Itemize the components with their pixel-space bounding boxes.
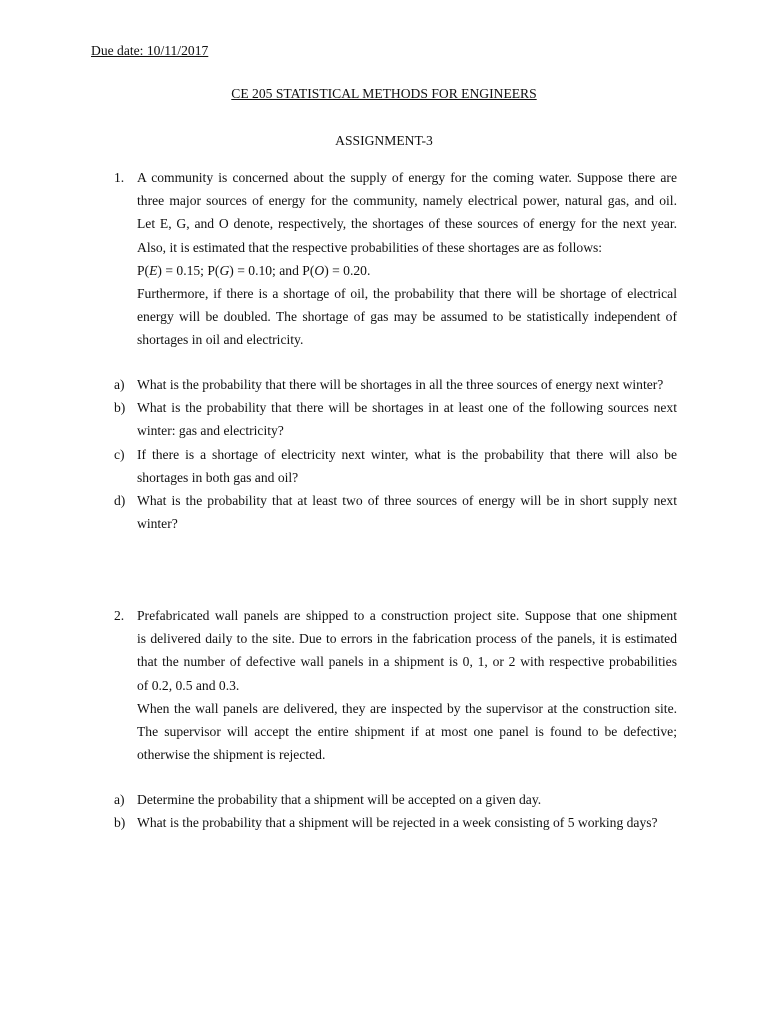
question-line: is delivered daily to the site. Due to errors in the fabrication process of the panels, it is estimated — [137, 631, 677, 647]
question-line: The supervisor will accept the entire shipment if at most one panel is found to be defective; — [137, 724, 677, 740]
sub-question — [114, 443, 677, 489]
due-date: Due date: 10/11/2017 — [91, 43, 209, 58]
sub-question — [114, 373, 677, 396]
question-line: A community is concerned about the supply of energy for the coming water. Suppose there are — [137, 170, 677, 185]
sub-question-label: a) — [114, 792, 125, 807]
probability-line: P(E) = 0.15; P(G) = 0.10; and P(O) = 0.20. — [137, 262, 371, 278]
sub-question — [114, 396, 677, 442]
sub-question-line: If there is a shortage of electricity next winter, what is the probability that there will also be — [137, 446, 677, 462]
sub-question-line: Determine the probability that a shipment will be accepted on a given day. — [137, 792, 542, 807]
question-2-parts — [114, 788, 677, 834]
question-number: 1. — [114, 170, 125, 185]
course-title: CE 205 STATISTICAL METHODS FOR ENGINEERS — [231, 86, 537, 101]
question-line: that the number of defective wall panels in a shipment is 0, 1, or 2 with respective probabilities — [137, 654, 677, 670]
question-line: otherwise the shipment is rejected. — [137, 747, 326, 763]
sub-question-label: d) — [114, 493, 126, 509]
sub-question-line: winter? — [137, 516, 178, 532]
question-1 — [114, 166, 677, 352]
assignment-title: ASSIGNMENT-3 — [335, 133, 433, 148]
sub-question-label: b) — [114, 815, 126, 831]
sub-question — [114, 489, 677, 535]
question-line: When the wall panels are delivered, they are inspected by the supervisor at the construction site. — [137, 700, 677, 716]
question-body — [137, 604, 677, 766]
sub-question — [114, 811, 677, 834]
question-line: of 0.2, 0.5 and 0.3. — [137, 677, 240, 693]
sub-question-line: What is the probability that there will be shortages in all the three sources of energy next winter? — [137, 377, 664, 392]
question-line: Furthermore, if there is a shortage of oil, the probability that there will be shortage of electrical — [137, 286, 677, 302]
question-1-parts — [114, 373, 677, 535]
question-line: energy will be doubled. The shortage of gas may be assumed to be statistically independent of — [137, 309, 677, 325]
question-line: shortages in oil and electricity. — [137, 332, 304, 348]
sub-question-line: What is the probability that a shipment will be rejected in a week consisting of 5 working days? — [137, 815, 658, 831]
sub-question-label: c) — [114, 446, 125, 462]
question-line: three major sources of energy for the community, namely electrical power, natural gas, and oil. — [137, 193, 677, 209]
question-number: 2. — [114, 608, 125, 623]
question-line: Also, it is estimated that the respective probabilities of these shortages are as follows: — [137, 239, 603, 255]
sub-question-line: winter: gas and electricity? — [137, 423, 284, 439]
question-body — [137, 166, 677, 352]
question-line: Let E, G, and O denote, respectively, the shortages of these sources of energy for the next year. — [137, 216, 677, 232]
sub-question-label: b) — [114, 400, 126, 416]
sub-question-line: shortages in both gas and oil? — [137, 469, 299, 485]
sub-question-line: What is the probability that there will be shortages in at least one of the following sources next — [137, 400, 677, 416]
sub-question — [114, 788, 677, 811]
question-line: Prefabricated wall panels are shipped to a construction project site. Suppose that one shipment — [137, 608, 677, 623]
question-2 — [114, 604, 677, 766]
sub-question-line: What is the probability that at least two of three sources of energy will be in short supply next — [137, 493, 677, 509]
sub-question-label: a) — [114, 377, 125, 392]
